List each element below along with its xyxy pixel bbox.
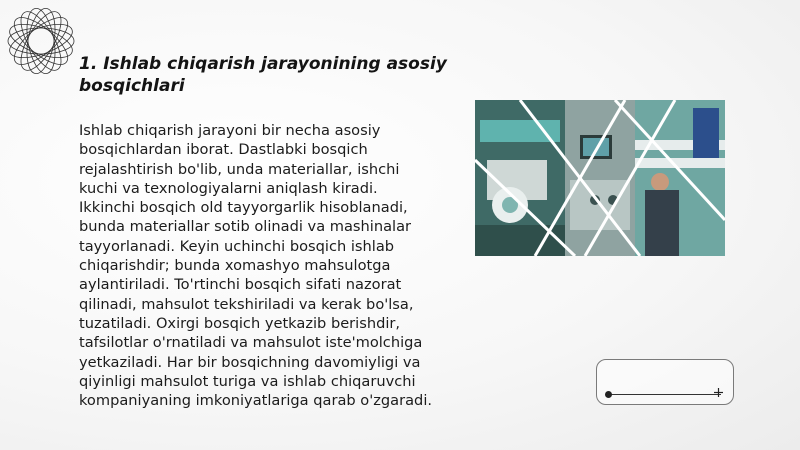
slide-title: 1. Ishlab chiqarish jarayonining asosiy bosqichlari [79,54,447,96]
collage-illustration [475,100,725,256]
progress-slider-widget[interactable] [596,359,734,405]
slide-body-text: Ishlab chiqarish jarayoni bir necha asosiy bosqichlardan iborat. Dastlabki bosqich rejalashtirish bo'lib, unda materiallar, ishchi kuchi va texnologiyalarni aniqlash kiradi. Ikkinchi bosqich old tayyorgarlik hisoblanadi, bunda materiallar sotib olinadi va mashinalar tayyorlanadi. Keyin uchinchi bosqich ishlab chiqarishdir; bunda xomashyo mahsulotga aylantiriladi. To'rtinchi bosqich sifati nazorat qilinadi, mahsulot tekshiriladi va kerak bo'lsa, tuzatiladi. Oxirgi bosqich yetkazib berishdir, tafsilotlar o'rnatiladi va mahsulot iste'molchiga yetkaziladi. Har bir bosqichning davomiyligi va qiyinligi mahsulot turiga va ishlab chiqaruvchi kompaniyaning imkoniyatlariga qarab o'zgaradi. [79,122,433,410]
slider-handle[interactable] [605,391,612,398]
slider-track [609,394,721,395]
spirograph-logo-icon [0,0,82,82]
plus-icon[interactable] [714,388,723,397]
factory-collage-image [475,100,725,256]
